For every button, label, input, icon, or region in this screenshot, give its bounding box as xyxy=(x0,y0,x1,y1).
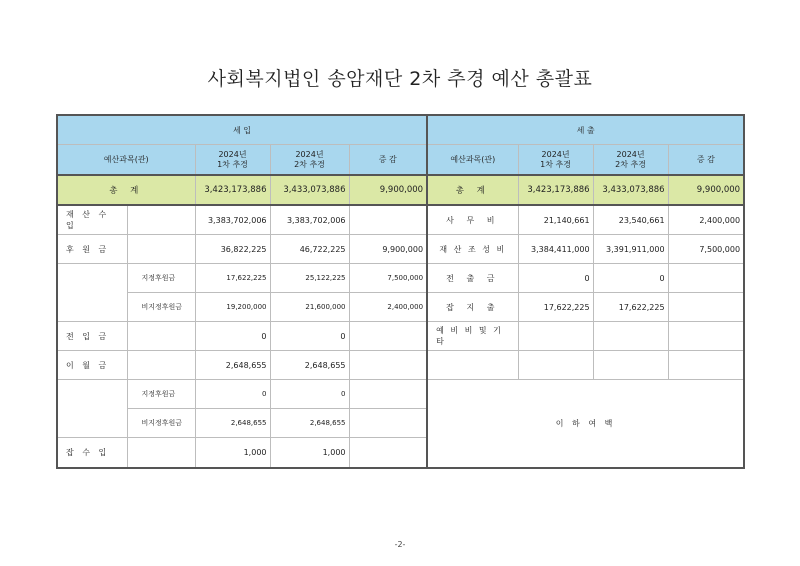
budget-summary-table xyxy=(56,114,745,469)
expense-empty-1-second xyxy=(593,351,668,380)
expense-misc-label: 잡 지 출 xyxy=(427,293,518,322)
income-carryover-designated-label: 지정후원금 xyxy=(127,380,195,409)
income-transfer-change xyxy=(349,322,427,351)
income-misc-first: 1,000 xyxy=(195,438,270,469)
page-number: -2- xyxy=(394,540,406,549)
income-col-second-label: 2차 추경 xyxy=(294,159,325,169)
income-property-first: 3,383,702,006 xyxy=(195,205,270,235)
income-col-first-year: 2024년 xyxy=(218,149,247,159)
income-total-first: 3,423,173,886 xyxy=(195,175,270,205)
income-donation-undesignated-second: 21,600,000 xyxy=(270,293,349,322)
income-carryover-designated-first: 0 xyxy=(195,380,270,409)
expense-misc-second: 17,622,225 xyxy=(593,293,668,322)
expense-col-second xyxy=(593,145,668,176)
expense-property-first: 3,384,411,000 xyxy=(518,235,593,264)
expense-property-second: 3,391,911,000 xyxy=(593,235,668,264)
income-carryover-undesignated-change xyxy=(349,409,427,438)
expense-office-label: 사 무 비 xyxy=(427,205,518,235)
income-carryover-label: 이 월 금 xyxy=(57,351,127,380)
expense-office-change: 2,400,000 xyxy=(668,205,744,235)
expense-empty-1-first xyxy=(518,351,593,380)
income-carryover-change xyxy=(349,351,427,380)
expense-property-change: 7,500,000 xyxy=(668,235,744,264)
income-col-first-label: 1차 추경 xyxy=(217,159,248,169)
income-donation-sub xyxy=(127,235,195,264)
expense-reserve-second xyxy=(593,322,668,351)
expense-reserve-first xyxy=(518,322,593,351)
expense-total-label: 총 계 xyxy=(427,175,518,205)
expense-reserve-label: 예 비 비 및 기 타 xyxy=(427,322,518,351)
income-donation-designated-label: 지정후원금 xyxy=(127,264,195,293)
income-donation-undesignated-label: 비지정후원금 xyxy=(127,293,195,322)
expense-office-first: 21,140,661 xyxy=(518,205,593,235)
income-misc-second: 1,000 xyxy=(270,438,349,469)
expense-misc-first: 17,622,225 xyxy=(518,293,593,322)
income-donation-change: 9,900,000 xyxy=(349,235,427,264)
income-donation-undesignated-first: 19,200,000 xyxy=(195,293,270,322)
income-header: 세 입 xyxy=(57,115,427,145)
expense-transfer-second: 0 xyxy=(593,264,668,293)
income-carryover-undesignated-label: 비지정후원금 xyxy=(127,409,195,438)
income-total-change: 9,900,000 xyxy=(349,175,427,205)
income-donation-designated-second: 25,122,225 xyxy=(270,264,349,293)
income-donation-second: 46,722,225 xyxy=(270,235,349,264)
expense-col-first-year: 2024년 xyxy=(541,149,570,159)
page-title: 사회복지법인 송암재단 2차 추경 예산 총괄표 xyxy=(207,68,593,90)
income-property-second: 3,383,702,006 xyxy=(270,205,349,235)
income-carryover-undesignated-first: 2,648,655 xyxy=(195,409,270,438)
income-carryover-designated-second: 0 xyxy=(270,380,349,409)
income-col-change: 증 감 xyxy=(349,145,427,176)
expense-col-second-label: 2차 추경 xyxy=(615,159,646,169)
income-total-label: 총 계 xyxy=(57,175,195,205)
income-carryover-undesignated-second: 2,648,655 xyxy=(270,409,349,438)
income-total-second: 3,433,073,886 xyxy=(270,175,349,205)
income-carryover-first: 2,648,655 xyxy=(195,351,270,380)
expense-col-second-year: 2024년 xyxy=(616,149,645,159)
expense-total-second: 3,433,073,886 xyxy=(593,175,668,205)
income-donation-designated-first: 17,622,225 xyxy=(195,264,270,293)
income-carryover-designated-change xyxy=(349,380,427,409)
expense-col-account: 예산과목(관) xyxy=(427,145,518,176)
expense-total-change: 9,900,000 xyxy=(668,175,744,205)
income-misc-sub xyxy=(127,438,195,469)
income-donation-first: 36,822,225 xyxy=(195,235,270,264)
expense-total-first: 3,423,173,886 xyxy=(518,175,593,205)
expense-col-first xyxy=(518,145,593,176)
expense-office-second: 23,540,661 xyxy=(593,205,668,235)
income-misc-change xyxy=(349,438,427,469)
income-property-label: 재 산 수 입 xyxy=(57,205,127,235)
income-col-first xyxy=(195,145,270,176)
income-transfer-second: 0 xyxy=(270,322,349,351)
income-misc-label: 잡 수 입 xyxy=(57,438,127,469)
income-col-second xyxy=(270,145,349,176)
expense-col-first-label: 1차 추경 xyxy=(540,159,571,169)
expense-reserve-change xyxy=(668,322,744,351)
income-property-change xyxy=(349,205,427,235)
expense-empty-1-change xyxy=(668,351,744,380)
expense-header: 세 출 xyxy=(427,115,744,145)
income-carryover-sub xyxy=(127,351,195,380)
income-carryover-second: 2,648,655 xyxy=(270,351,349,380)
income-transfer-first: 0 xyxy=(195,322,270,351)
expense-blank-note: 이 하 여 백 xyxy=(427,380,744,469)
income-transfer-label: 전 입 금 xyxy=(57,322,127,351)
expense-transfer-change xyxy=(668,264,744,293)
expense-col-change: 증 감 xyxy=(668,145,744,176)
income-col-account: 예산과목(관) xyxy=(57,145,195,176)
expense-transfer-first: 0 xyxy=(518,264,593,293)
income-property-sub xyxy=(127,205,195,235)
income-col-second-year: 2024년 xyxy=(295,149,324,159)
income-donation-label: 후 원 금 xyxy=(57,235,127,264)
expense-property-label: 재 산 조 성 비 xyxy=(427,235,518,264)
income-carryover-group xyxy=(57,380,127,438)
income-donation-group xyxy=(57,264,127,322)
expense-empty-1 xyxy=(427,351,518,380)
income-donation-undesignated-change: 2,400,000 xyxy=(349,293,427,322)
income-transfer-sub xyxy=(127,322,195,351)
income-donation-designated-change: 7,500,000 xyxy=(349,264,427,293)
expense-misc-change xyxy=(668,293,744,322)
expense-transfer-label: 전 출 금 xyxy=(427,264,518,293)
